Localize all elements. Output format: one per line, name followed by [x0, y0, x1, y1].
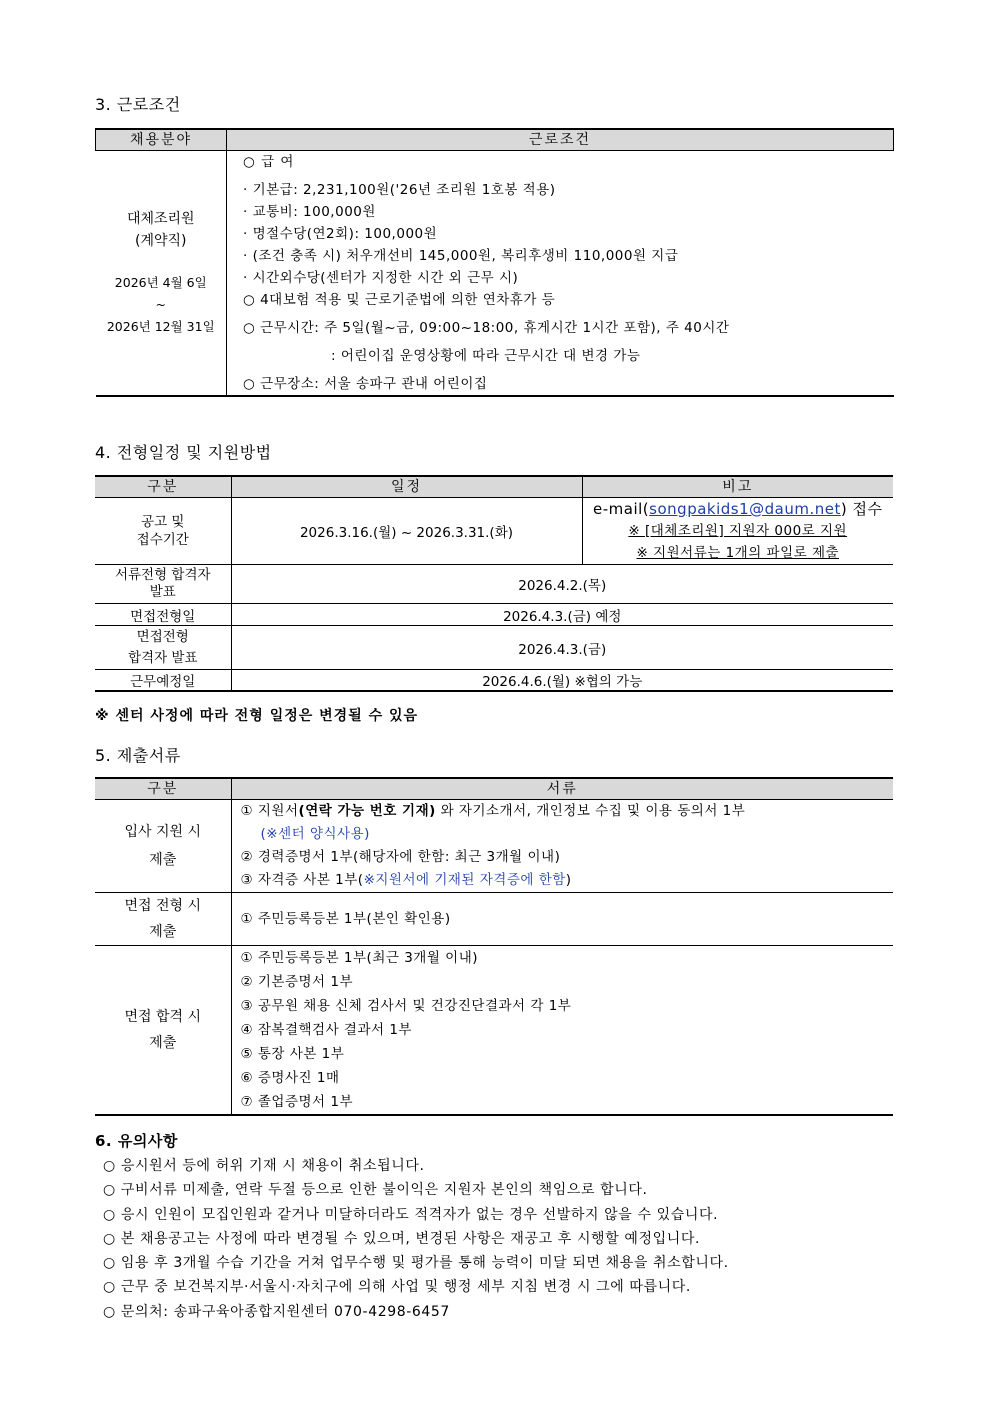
documents-table	[95, 777, 893, 1116]
apply-docs-list	[231, 800, 893, 893]
notice-item: ○ 근무 중 보건복지부·서울시·자치구에 의해 사업 및 행정 세부 지침 변경 시 그에 따릅니다.	[103, 1279, 691, 1296]
transport-pay: · 교통비: 100,000원	[243, 204, 376, 220]
label-line: 합격자 발표	[128, 649, 198, 666]
email-prefix: e-mail(	[593, 500, 650, 518]
working-hours-note: : 어린이집 운영상황에 따라 근무시간 대 변경 가능	[331, 348, 641, 364]
final-result-date: 2026.4.3.(금)	[231, 626, 893, 670]
interview-label: 면접전형일	[95, 604, 231, 626]
section-4-title: 4. 전형일정 및 지원방법	[95, 443, 272, 462]
doc-emphasis: ※지원서에 기재된 자격증에 한함	[363, 872, 566, 888]
label-line: 접수기간	[136, 532, 189, 548]
schedule-table	[95, 475, 893, 692]
interview-docs-list	[231, 893, 893, 946]
hire-doc-7: ⑦ 졸업증명서 1부	[240, 1094, 354, 1110]
application-period-label	[95, 498, 231, 565]
label-line: 서류전형 합격자	[114, 567, 211, 583]
working-hours: ○ 근무시간: 주 5일(월~금, 09:00~18:00, 휴게시간 1시간 포함), 주 40시간	[243, 320, 730, 336]
notice-item: ○ 구비서류 미제출, 연락 두절 등으로 인한 불이익은 지원자 본인의 책임으로 합니다.	[103, 1182, 648, 1199]
schedule-change-note: ※ 센터 사정에 따라 전형 일정은 변경될 수 있음	[95, 708, 419, 724]
notice-item: ○ 문의처: 송파구육아종합지원센터 070-4298-6457	[103, 1303, 450, 1320]
label-line: 면접 전형 시	[124, 898, 202, 914]
notice-item: ○ 응시 인원이 모집인원과 같거나 미달하더라도 적격자가 없는 경우 선발하지 않을 수 있습니다.	[103, 1206, 719, 1223]
work-location: ○ 근무장소: 서울 송파구 관내 어린이집	[243, 376, 488, 392]
hire-doc-2: ② 기본증명서 1부	[240, 974, 354, 990]
notice-item: ○ 응시원서 등에 허위 기재 시 채용이 취소됩니다.	[103, 1158, 425, 1174]
col-header-remarks: 비고	[582, 476, 893, 498]
notice-item: ○ 임용 후 3개월 수습 기간을 거쳐 업무수행 및 평가를 통해 능력이 미달 되면 채용을 취소합니다.	[103, 1255, 729, 1272]
label-line: 제출	[149, 852, 177, 868]
section-5-title: 5. 제출서류	[95, 746, 181, 765]
col-header-documents: 서류	[231, 778, 893, 800]
doc-text: ① 지원서	[240, 803, 299, 819]
hire-docs-list	[231, 946, 893, 1116]
email-suffix: ) 접수	[840, 500, 883, 518]
col-header-category: 구분	[95, 476, 231, 498]
base-pay: · 기본급: 2,231,100원('26년 조리원 1호봉 적용)	[243, 182, 556, 198]
section-3-title: 3. 근로조건	[95, 95, 181, 114]
notice-list	[103, 1154, 729, 1324]
remark-single-file: ※ 지원서류는 1개의 파일로 제출	[636, 545, 840, 561]
apply-doc-3	[241, 869, 894, 892]
apply-doc-1	[241, 800, 894, 823]
label-line: 제출	[149, 924, 177, 940]
col-header-conditions: 근로조건	[227, 129, 894, 151]
working-conditions-table	[95, 128, 894, 397]
hire-doc-5: ⑤ 통장 사본 1부	[240, 1046, 345, 1062]
doc-result-label	[95, 565, 231, 604]
email-line	[583, 498, 894, 520]
doc-result-date: 2026.4.2.(목)	[231, 565, 893, 604]
doc-text: ③ 자격증 사본 1부(	[240, 872, 364, 888]
doc-emphasis: (연락 가능 번호 기재)	[298, 803, 436, 819]
label-line: 공고 및	[141, 514, 185, 530]
label-line: 제출	[149, 1035, 177, 1051]
holiday-pay: · 명절수당(연2회): 100,000원	[243, 226, 438, 242]
salary-heading: ○ 급 여	[243, 154, 295, 170]
remark-apply-name: ※ [대체조리원] 지원자 000로 지원	[628, 523, 848, 539]
section-6-title: 6. 유의사항	[95, 1132, 178, 1150]
final-result-label	[95, 626, 231, 670]
hire-doc-3: ③ 공무원 채용 신체 검사서 및 건강진단결과서 각 1부	[240, 998, 572, 1014]
col-header-category: 구분	[95, 778, 231, 800]
hire-docs-label	[95, 946, 231, 1116]
interview-docs-label	[95, 893, 231, 946]
period-end: 2026년 12월 31일	[106, 319, 215, 334]
label-line: 면접 합격 시	[124, 1009, 202, 1025]
application-period-date: 2026.3.16.(월) ~ 2026.3.31.(화)	[231, 498, 582, 565]
label-line: 면접전형	[136, 628, 189, 645]
insurance-line: ○ 4대보험 적용 및 근로기준법에 의한 연차휴가 등	[243, 292, 556, 308]
email-link[interactable]: songpakids1@daum.net	[649, 500, 841, 518]
doc-text: 와 자기소개서, 개인정보 수집 및 이용 동의서 1부	[435, 803, 746, 819]
apply-doc-1-cont: (※센터 양식사용)	[260, 826, 370, 842]
start-date-value: 2026.4.6.(월) ※협의 가능	[231, 670, 893, 692]
hire-doc-4: ④ 잠복결핵검사 결과서 1부	[240, 1022, 412, 1038]
label-line: 입사 지원 시	[124, 824, 202, 840]
overtime-pay: · 시간외수당(센터가 지정한 시간 외 근무 시)	[243, 270, 519, 286]
field-name-line-2: (계약직)	[135, 233, 187, 249]
field-cell	[96, 151, 227, 397]
apply-doc-2: ② 경력증명서 1부(해당자에 한함: 최근 3개월 이내)	[240, 849, 561, 865]
conditions-cell	[227, 151, 894, 397]
application-remarks	[582, 498, 893, 565]
period-start: 2026년 4월 6일	[114, 275, 207, 290]
hire-doc-6: ⑥ 증명사진 1매	[240, 1070, 340, 1086]
apply-docs-label	[95, 800, 231, 893]
field-name-line-1: 대체조리원	[126, 211, 195, 227]
interview-date: 2026.4.3.(금) 예정	[231, 604, 893, 626]
col-header-schedule: 일정	[231, 476, 582, 498]
label-line: 발표	[149, 584, 176, 600]
notice-item: ○ 본 채용공고는 사정에 따라 변경될 수 있으며, 변경된 사항은 재공고 후 시행할 예정입니다.	[103, 1230, 701, 1247]
period-separator: ~	[155, 297, 166, 312]
start-date-label: 근무예정일	[95, 670, 231, 692]
interview-doc-1: ① 주민등록등본 1부(본인 확인용)	[240, 910, 451, 927]
doc-text: )	[565, 872, 572, 888]
col-header-field: 채용분야	[96, 129, 227, 151]
allowance-pay: · (조건 충족 시) 처우개선비 145,000원, 복리후생비 110,000원 지급	[243, 248, 679, 264]
hire-doc-1: ① 주민등록등본 1부(최근 3개월 이내)	[240, 950, 479, 966]
